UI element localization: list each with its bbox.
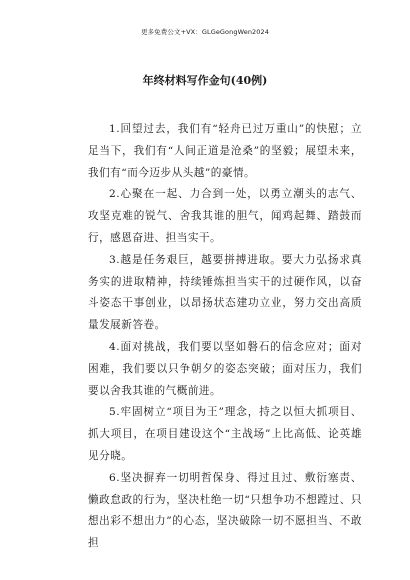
paragraph: 2.心聚在一起、力合到一处，以勇立潮头的志气、攻坚克难的锐气、舍我其谁的胆气，闻鸡起舞、踏鼓而行，感恩奋进、担当实干。 [88,188,362,244]
header-note: 更多免费公文+VX：GLGeGongWen2024 [140,28,269,36]
paragraph: 5.牢固树立“项目为王”理念，持之以恒大抓项目、抓大项目，在项目建设这个“主战场”上比高低、论英雄见分晓。 [88,406,362,462]
paragraph: 1.回望过去，我们有“轻舟已过万重山”的快慰；立足当下，我们有“人间正道是沧桑”的坚毅；展望未来，我们有“而今迈步从头越”的豪情。 [88,123,362,179]
paragraph: 3.越是任务艰巨，越要拼搏进取。要大力弘扬求真务实的进取精神，持续锤炼担当实干的过硬作风，以奋斗姿态干事创业，以昂扬状态建功立业，努力交出高质量发展新答卷。 [88,253,362,332]
document-title: 年终材料写作金句(40例) [142,74,268,87]
paragraph: 6.坚决摒弃一切明哲保身、得过且过、敷衍塞责、懒政怠政的行为，坚决杜绝一切“只想争功不想蹚过、只想出彩不想出力”的心态，坚决破除一切不愿担当、不敢担 [88,471,362,550]
document-body [88,119,362,555]
paragraph: 4.面对挑战，我们要以坚如磐石的信念应对；面对困难，我们要以只争朝夕的姿态突破；面对压力，我们要以舍我其谁的气概前进。 [88,340,362,397]
